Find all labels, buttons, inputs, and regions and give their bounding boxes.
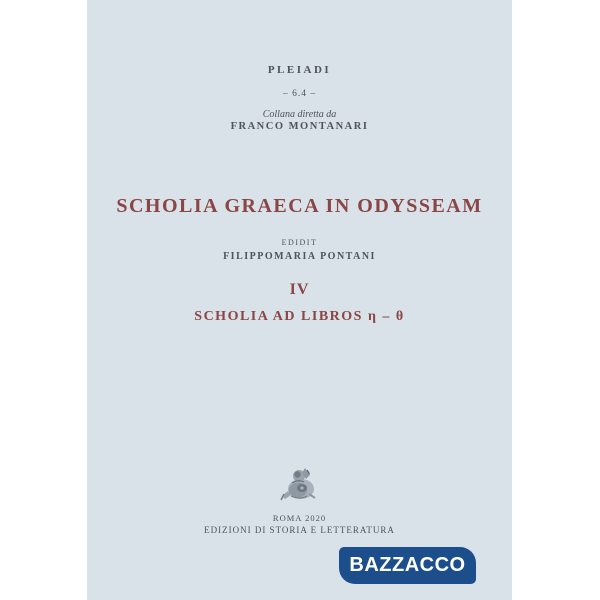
series-editor-intro: Collana diretta da [262,109,337,120]
publisher-printers-mark-icon [276,461,324,509]
imprint-publisher-name: EDIZIONI DI STORIA E LETTERATURA [204,525,395,535]
volume-number: IV [289,281,310,298]
imprint-place-year: ROMA 2020 [272,513,327,523]
publisher-emblem [87,461,512,514]
book-cover [87,0,512,600]
series-editor-name: FRANCO MONTANARI [230,121,369,132]
series-number: – 6.4 – [282,89,317,99]
seller-badge: BAZZACCO [339,547,476,584]
series-name: PLEIADI [267,64,332,76]
edidit-label: EDIDIT [281,238,318,247]
editor-name: FILIPPOMARIA PONTANI [223,251,376,262]
book-title: SCHOLIA GRAECA IN ODYSSEAM [116,195,483,217]
volume-subtitle: SCHOLIA AD LIBROS η – θ [194,309,405,324]
